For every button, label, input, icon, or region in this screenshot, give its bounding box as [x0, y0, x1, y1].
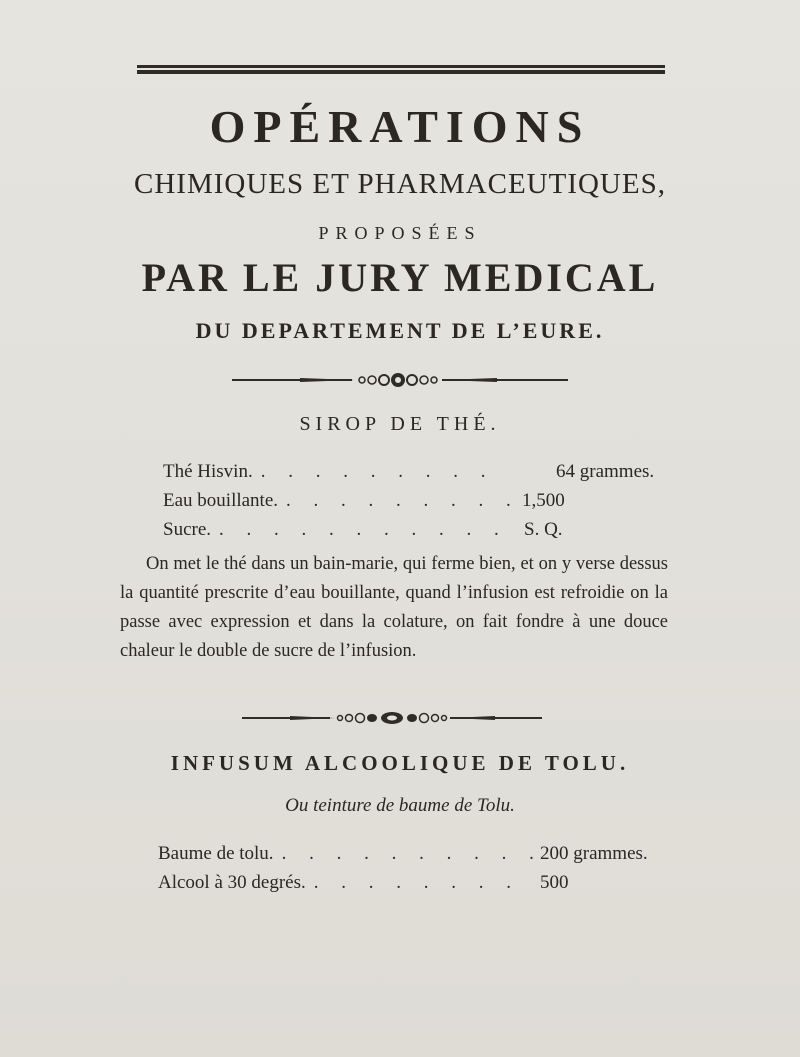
ingredient-qty: 200 grammes.	[540, 843, 648, 864]
ingredient-name: Sucre. . . . . . . . . . . .	[163, 519, 508, 540]
ingredient-name: Alcool à 30 degrés. . . . . . . . .	[158, 872, 520, 893]
top-double-rule	[137, 65, 665, 74]
recipe1-paragraph: On met le thé dans un bain-marie, qui ferme bien, et on y verse dessus la quantité prescrite d’eau bouillante, quand l’infusion est refroidie on la passe avec expression et dans la colature, on fait fondre à une douce chaleur le double de sucre de l’infusion.	[120, 554, 668, 661]
recipe1-title: SIROP DE THÉ.	[299, 413, 501, 435]
page-title: OPÉRATIONS	[209, 101, 591, 152]
jury-heading: PAR LE JURY MEDICAL	[141, 255, 659, 300]
ornament-divider-1	[0, 370, 800, 390]
ornament-divider-2	[0, 708, 800, 728]
ingredient-name: Baume de tolu. . . . . . . . . . .	[158, 843, 543, 864]
ingredient-name: Thé Hisvin. . . . . . . . . .	[163, 461, 495, 482]
recipe2-title: INFUSUM ALCOOLIQUE DE TOLU.	[170, 751, 630, 775]
ingredient-qty: 1,500	[522, 490, 565, 511]
proposees-line: PROPOSÉES	[318, 223, 482, 243]
ingredient-name: Eau bouillante. . . . . . . . . .	[163, 490, 520, 511]
page-subtitle: CHIMIQUES ET PHARMACEUTIQUES,	[134, 168, 666, 200]
recipe2-subtitle: Ou teinture de baume de Tolu.	[285, 795, 515, 816]
ingredient-qty: S. Q.	[524, 519, 563, 540]
ingredient-qty: 500	[540, 872, 569, 893]
ingredient-qty: 64 grammes.	[556, 461, 655, 482]
departement-heading: DU DEPARTEMENT DE L’EURE.	[195, 318, 605, 343]
